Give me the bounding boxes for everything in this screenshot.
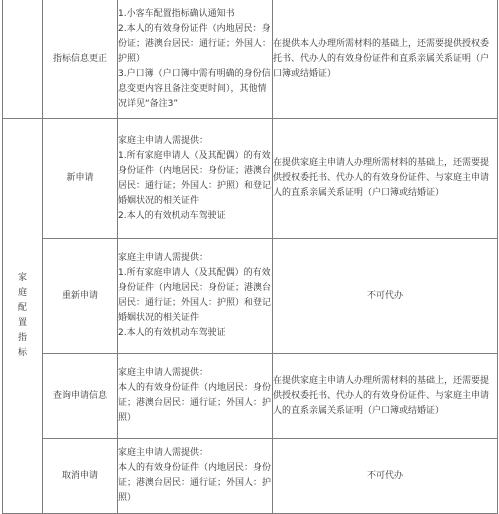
requirement-line: 2.本人的有效机动车驾驶证 (118, 210, 226, 221)
requirement-line: 家庭主申请人需提供： (118, 368, 209, 378)
requirement-line: 本人的有效身份证件（内地居民：身份证；港澳台居民：通行证；外国人：护照） (118, 463, 272, 503)
requirements-cell (118, 239, 273, 354)
table-row (3, 239, 498, 354)
requirement-line: 3.户口簿（户口簿中需有明确的身份信息变更内容且备注变更时间），其他情况详见“备注3” (118, 68, 271, 109)
proxy-note: 在提供家庭主申请人办理所需材料的基础上，还需要提供授权委托书、代办人的有效身份证件、与家庭主申请人的直系亲属关系证明（户口簿或结婚证） (273, 158, 490, 198)
requirement-line: 1.所有家庭申请人（及其配偶）的有效身份证件（内地居民：身份证；港澳台居民：通行证；外国人：护照）和登记婚姻状况的相关证件 (118, 150, 272, 206)
item-name: 新申请 (66, 173, 94, 183)
category-cell-empty (3, 0, 43, 119)
item-name-cell (43, 439, 118, 514)
item-name: 重新申请 (61, 290, 98, 301)
category-char: 庭 (17, 288, 27, 298)
requirements-cell (118, 0, 273, 119)
category-char: 标 (17, 348, 27, 358)
requirements-cell (118, 119, 273, 239)
proxy-note: 在提供家庭主申请人办理所需材料的基础上，还需要提供授权委托书、代办人的有效身份证件、与家庭主申请人的直系亲属关系证明（户口簿或结婚证） (273, 375, 490, 416)
table-row (3, 439, 498, 514)
requirement-line: 家庭主申请人需提供： (118, 135, 209, 146)
requirements-cell (118, 354, 273, 439)
proxy-note-cell (273, 239, 498, 354)
item-name: 查询申请信息 (52, 390, 107, 401)
requirement-line: 2.本人的有效身份证件（内地居民：身份证；港澳台居民：通行证；外国人：护照） (118, 23, 272, 64)
proxy-note-cell (273, 0, 498, 119)
category-char: 配 (17, 303, 27, 313)
item-name-cell (43, 0, 118, 119)
category-char: 置 (17, 318, 27, 328)
requirement-line: 家庭主申请人需提供： (118, 253, 209, 263)
proxy-note-cell (273, 439, 498, 514)
proxy-note: 不可代办 (366, 290, 403, 301)
requirement-line: 本人的有效身份证件（内地居民：身份证；港澳台居民：通行证；外国人：护照） (118, 383, 272, 423)
requirements-table (2, 0, 498, 514)
requirement-line: 家庭主申请人需提供： (118, 448, 209, 458)
category-cell (3, 119, 43, 514)
proxy-note: 不可代办 (366, 470, 403, 481)
requirement-line: 2.本人的有效机动车驾驶证 (118, 328, 226, 338)
table-row (3, 354, 498, 439)
item-name-cell (43, 239, 118, 354)
requirement-line: 1.小客车配置指标确认通知书 (118, 8, 235, 19)
requirement-line: 1.所有家庭申请人（及其配偶）的有效身份证件（内地居民：身份证；港澳台居民：通行证；外国人：护照）和登记婚姻状况的相关证件 (118, 268, 272, 323)
item-name: 指标信息更正 (52, 53, 107, 64)
item-name-cell (43, 119, 118, 239)
item-name: 取消申请 (61, 470, 98, 481)
proxy-note: 在提供本人办理所需材料的基础上，还需要提供授权委托书、代办人的有效身份证件和直系亲属关系证明（户口簿或结婚证） (273, 38, 490, 79)
category-char: 指 (17, 333, 27, 343)
category-char: 家 (17, 273, 27, 283)
proxy-note-cell (273, 119, 498, 239)
proxy-note-cell (273, 354, 498, 439)
requirements-cell (118, 439, 273, 514)
item-name-cell (43, 354, 118, 439)
table-row (3, 119, 498, 239)
table-row (3, 0, 498, 119)
